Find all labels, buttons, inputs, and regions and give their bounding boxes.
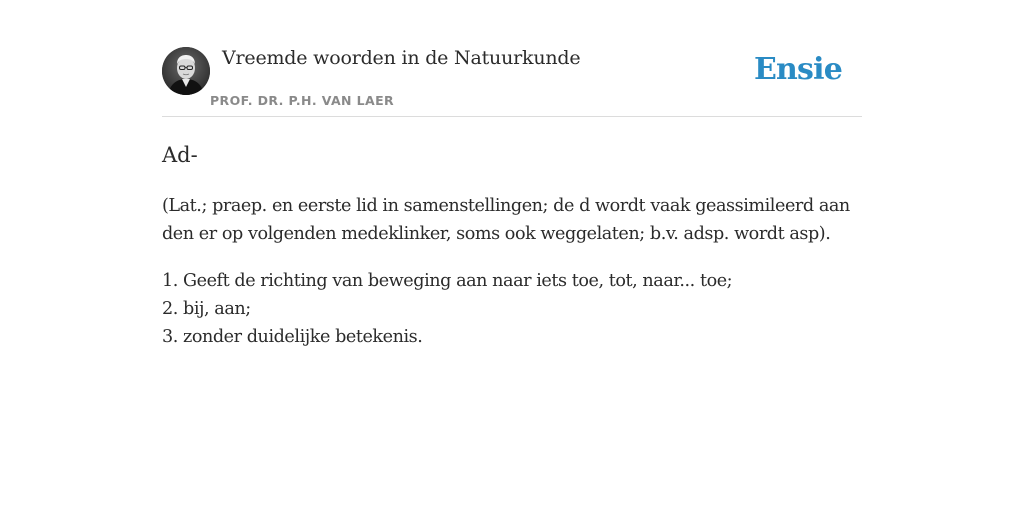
entry-title: Ad- bbox=[162, 143, 198, 167]
author-portrait-icon bbox=[162, 47, 210, 95]
book-title[interactable]: Vreemde woorden in de Natuurkunde bbox=[222, 47, 581, 69]
entry-content bbox=[162, 140, 862, 351]
list-item: 3. zonder duidelijke betekenis. bbox=[162, 327, 423, 347]
author-avatar[interactable] bbox=[162, 47, 210, 95]
list-item: 2. bij, aan; bbox=[162, 299, 251, 319]
author-name[interactable]: PROF. DR. P.H. VAN LAER bbox=[210, 93, 395, 108]
brand-logo[interactable]: Ensie bbox=[753, 52, 842, 87]
entry-paragraph: (Lat.; praep. en eerste lid in samenstellingen; de d wordt vaak geassimileerd aan den er op volgenden medeklinker, soms ook weggelaten; b.v. adsp. wordt asp). bbox=[162, 196, 850, 244]
header bbox=[162, 46, 862, 117]
entry-list bbox=[162, 267, 862, 351]
list-item: 1. Geeft de richting van beweging aan naar iets toe, tot, naar... toe; bbox=[162, 271, 733, 291]
